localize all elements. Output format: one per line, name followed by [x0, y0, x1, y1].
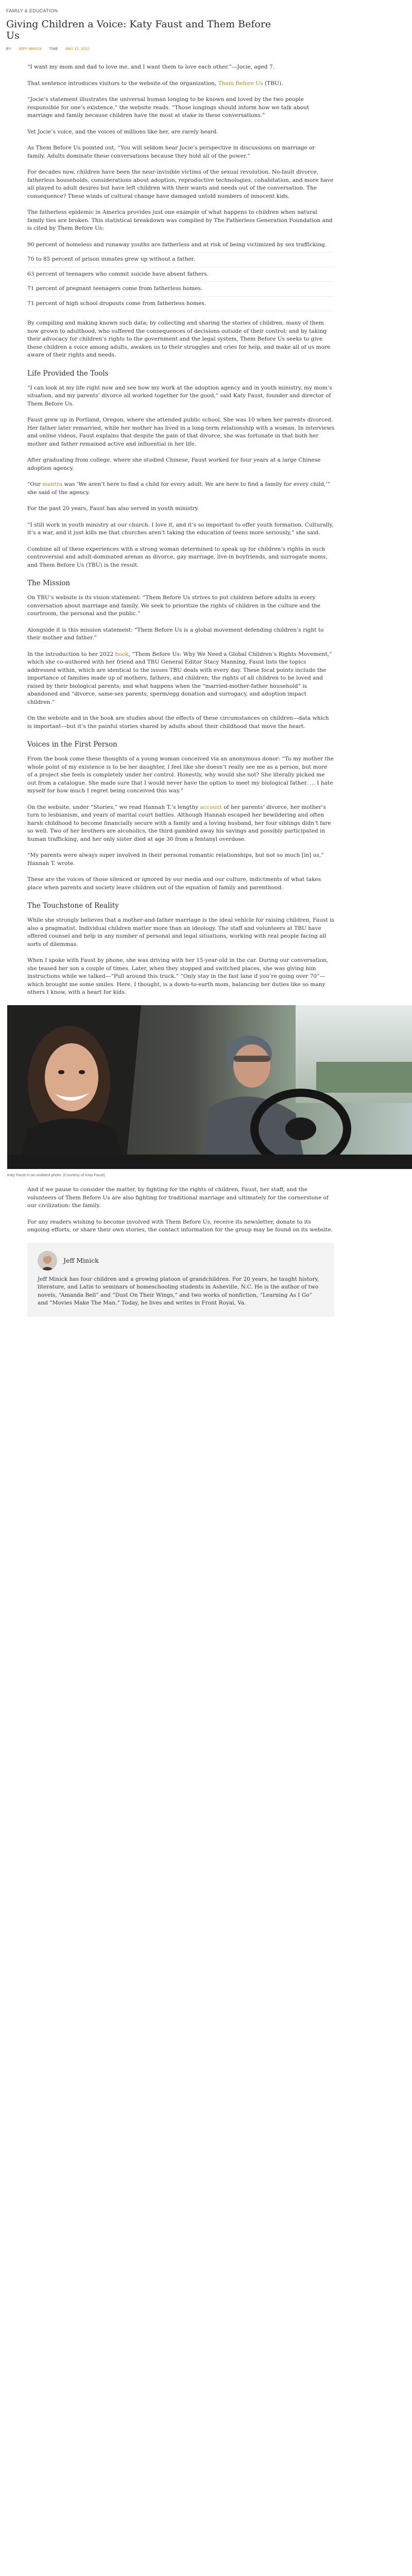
paragraph: And if we pause to consider the matter, by fighting for the rights of children, Faust, her staff, and the volunteers of Them Before Us are also fighting for traditional marriage and ultimately for the cornerstone of our civilization: the family. — [27, 1187, 329, 1209]
paragraph: For the past 20 years, Faust has also served in youth ministry. — [27, 505, 199, 512]
paragraph: That sentence introduces visitors to the website of the organization, Them Before Us (TBU). — [27, 80, 283, 87]
paragraph: On TBU’s website is its vision statement: “Them Before Us strives to put children before adults in every conversation about marriage and family. We seek to prioritize the rights of children in the culture and the courtroom, the personal and the public.” — [27, 595, 321, 617]
photo-caption: Katy Faust in an undated photo. (Courtesy of Katy Faust) — [7, 1172, 105, 1177]
paragraph: While she strongly believes that a mother-and-father marriage is the ideal vehicle for raising children, Faust is also a pragmatist. Individual children matter more than an ideology. The staff and volunteers at TBU have offered counsel and help in any number of personal and legal situations, working with real people facing all sorts of dilemmas. — [27, 917, 334, 947]
section-heading-voices: Voices in the First Person — [27, 740, 117, 749]
paragraph: On the website, under “Stories,” we read Hannah T.’s lengthy account of her parents’ divorce, her mother’s turn to lesbianism, and years of marital court battles. Although Hannah escaped her bewildering and often harsh childhood to become financially secure with a family and a loving husband, her four siblings didn’t fare so well. Two of her brothers are alcoholics, the third gambled away his savings and possibly participated in human trafficking, and her only sister died at age 30 from a fentanyl overdose. — [27, 804, 331, 842]
tbu-link[interactable]: Them Before Us — [218, 80, 263, 87]
list-item: 90 percent of homeless and runaway youths are fatherless and at risk of being victimized by sex trafficking. — [27, 241, 334, 253]
paragraph: “I want my mom and dad to love me, and I want them to love each other.”—Jocie, aged 7. — [27, 64, 275, 70]
list-item: 71 percent of pregnant teenagers come from fatherless homes. — [27, 282, 334, 297]
section-heading-reality: The Touchstone of Reality — [27, 902, 119, 910]
avatar-image — [38, 1251, 57, 1270]
paragraph: In the introduction to her 2022 book, “Them Before Us: Why We Need a Global Children’s Rights Movement,” which she co-authored with her friend and TBU General Editor Stacy Manning, Faust lists the topics addressed within, which are identical to the issues TBU deals with every day. These focal points include the importance of families made up of mothers, fathers, and children; the rights of all children to be loved and raised by their biological parents; and what happens when the “married-mother-father household” is abandoned and “divorce, same-sex parents, sperm/egg donation and surrogacy, and adoption impact children.” — [27, 651, 332, 705]
article-title: Giving Children a Voice: Katy Faust and Them Before Us — [6, 18, 271, 41]
paragraph: For decades now, children have been the near-invisible victims of the sexual revolution. No-fault divorce, fatherless households, considerations about adoption, reproductive technologies, cohabitation, and more have all played to adult desires but have left children with their wants and needs out of the conversation. The consequence? These winds of cultural change have damaged untold numbers of innocent kids. — [27, 169, 334, 199]
paragraph: “I can look at my life right now and see how my work at the adoption agency and in youth ministry, my mom’s situation, and my parents’ divorce all worked together for the good,” said Katy Faust, founder and director of Them Before Us. — [27, 384, 332, 407]
paragraph: On the website and in the book are studies about the effects of these circumstances on children—data which is important—but it’s the painful stories shared by adults about their childhood that move the heart. — [27, 715, 329, 730]
paragraph: Yet Jocie’s voice, and the voices of millions like her, are rarely heard. — [27, 128, 218, 135]
paragraph: Combine all of these experiences with a strong woman determined to speak up for children’s rights in such controversial and adult-dominated arenas as divorce, gay marriage, live-in boyfriends, and surrogate moms, and Them Before Us (TBU) is the result. — [27, 546, 328, 568]
article-photo — [7, 1005, 412, 1169]
author-name[interactable]: Jeff Minick — [63, 1256, 99, 1264]
paragraph: Alongside it is this mission statement: “Them Before Us is a global movement defending children’s right to their mother and father.” — [27, 626, 324, 641]
author-link[interactable]: JEFF MINICK — [18, 47, 42, 51]
author-bio-header — [38, 1251, 324, 1270]
byline-by: BY — [6, 47, 11, 51]
list-item: 63 percent of teenagers who commit suicide have absent fathers. — [27, 267, 334, 282]
paragraph: When I spoke with Faust by phone, she was driving with her 15-year-old in the car. During our conversation, she teased her son a couple of times. Later, when they stopped and switched places, she was giving him instructions while we talked—“Pull around this truck.” “Only stay in the fast lane if you’re going over 70”—which brought me some smiles. Here, I thought, is a down-to-earth mom, balancing her duties like so many others I know, with a heart for kids. — [27, 957, 329, 995]
section-heading-mission: The Mission — [27, 579, 71, 587]
book-link[interactable]: book — [115, 651, 129, 657]
author-bio-box — [27, 1243, 334, 1317]
mantra-link[interactable]: mantra — [42, 481, 63, 487]
paragraph: “Our mantra was ‘We aren’t here to find a child for every adult. We are here to find a family for every child,’” she said of the agency. — [27, 481, 331, 496]
byline-time-label: TIME — [49, 47, 59, 51]
paragraph: After graduating from college, where she studied Chinese, Faust worked for four years at a large Chinese adoption agency. — [27, 457, 321, 471]
statistics-list — [27, 241, 334, 312]
author-bio-text: Jeff Minick has four children and a growing platoon of grandchildren. For 20 years, he taught history, literature, and Latin to seminars of homeschooling students in Asheville, N.C. He is the author of two novels, “Amanda Bell” and “Dust On Their Wings,” and two works of nonfiction, “Learning As I Go” and “Movies Make The Man.” Today, he lives and writes in Front Royal, Va. — [38, 1276, 319, 1306]
account-link[interactable]: account — [200, 804, 222, 810]
paragraph: “Jocie’s statement illustrates the universal human longing to be known and loved by the two people responsible for one’s existence,” the website reads. “Those longings should inform how we talk about marriage and family because children have the most at stake in these conversations.” — [27, 96, 310, 118]
photo-illustration — [7, 1005, 412, 1169]
publish-date: MAY 12, 2022 — [65, 47, 90, 51]
paragraph: For any readers wishing to become involved with Them Before Us, receive its newsletter, donate to its ongoing efforts, or share their own stories, the contact information for the group may be found on its website. — [27, 1218, 333, 1233]
paragraph: As Them Before Us pointed out, “You will seldom hear Jocie’s perspective in discussions on marriage or family. Adults dominate these conversations because they hold all of the power.” — [27, 145, 315, 159]
article-body — [27, 63, 334, 997]
paragraph: The fatherless epidemic in America provides just one example of what happens to children when natural family ties are broken. This statistical breakdown was compiled by The Fatherless Generation Foundation and is cited by Them Before Us: — [27, 209, 333, 231]
paragraph: “My parents were always super involved in their personal romantic relationships, but not so much [in] us,” Hannah T. wrote. — [27, 852, 324, 867]
byline — [0, 41, 412, 54]
section-heading-tools: Life Provided the Tools — [27, 369, 109, 378]
paragraph: “I still work in youth ministry at our church. I love it, and it’s so important to offer youth formation. Culturally, it’s a war, and it just kills me that churches aren’t taking the education of teens more seriously,” she said. — [27, 521, 334, 536]
list-item: 70 to 85 percent of prison inmates grew up without a father. — [27, 252, 334, 267]
list-item: 71 percent of high school dropouts come from fatherless homes. — [27, 297, 334, 312]
paragraph: These are the voices of those silenced or ignored by our media and our culture, indictments of what takes place when parents and society leave children out of the equation of family and parenthood. — [27, 876, 321, 891]
avatar[interactable] — [38, 1251, 57, 1270]
paragraph: Faust grew up in Portland, Oregon, where she attended public school. She was 10 when her parents divorced. Her father later remarried, while her mother has lived in a long-term relationship with a woman. In interviews and online videos, Faust explains that despite the pain of that divorce, she was fortunate in that both her mother and father remained active and influential in her life. — [27, 417, 334, 447]
paragraph: From the book come these thoughts of a young woman conceived via an anonymous donor: “To my mother the whole point of my existence is to be her daughter, I feel like she doesn’t really see me as a person, but more of a project she feels is completely under her control. Honestly, why would she not? She literally picked me out from a catalogue. She made sure that I would never have the option to meet my biological father. … I hate myself for how much I regret being conceived this way.” — [27, 756, 334, 794]
paragraph: By compiling and making known such data; by collecting and sharing the stories of children, many of them now grown to adulthood, who suffered the consequences of decisions outside of their control; and by taking their advocacy for children’s rights to the government and the legal system, Them Before Us seeks to give these children a voice among adults, awaken us to their struggles and cries for help, and make all of us more aware of their rights and needs. — [27, 320, 331, 358]
category-label[interactable]: FAMILY & EDUCATION — [6, 8, 58, 13]
